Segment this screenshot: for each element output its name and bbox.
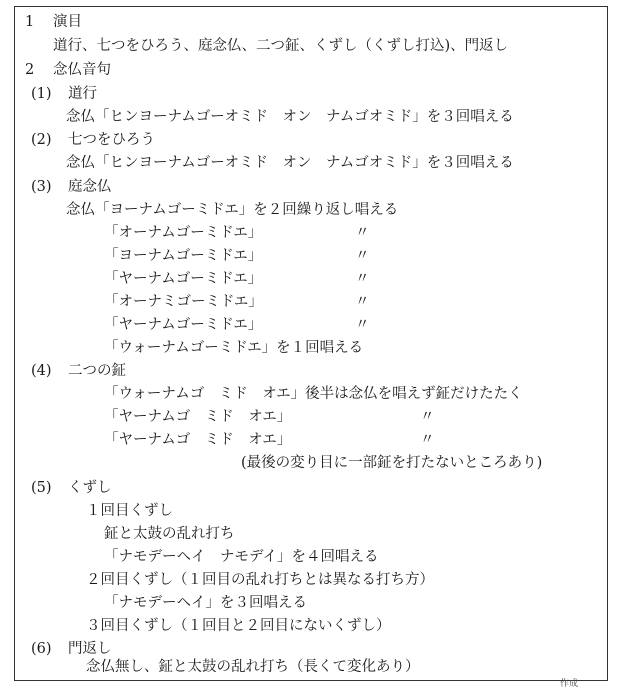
kuzushi-first-chant: 「ナモデーヘイ ナモデイ」を４回唱える: [104, 549, 379, 565]
kuzushi-third: ３回目くずし（１回目と２回目にないくずし）: [86, 618, 391, 634]
niwa-ditto-3: 〃: [355, 271, 370, 287]
niwa-intro: 念仏「ヨーナムゴーミドエ」を２回繰り返し唱える: [66, 202, 399, 218]
kaeshi-line: 念仏無し、鉦と太鼓の乱れ打ち（長くて変化あり）: [86, 659, 420, 675]
sub-6-number: (6): [31, 641, 52, 657]
futatsu-note: (最後の変り目に一部鉦を打たないところあり): [241, 455, 543, 471]
niwa-ditto-4: 〃: [355, 294, 370, 310]
kuzushi-second: ２回目くずし（１回目の乱れ打ちとは異なる打ち方）: [86, 572, 434, 588]
futatsu-ditto-2: 〃: [420, 432, 435, 448]
niwa-phrase-1: 「オーナムゴーミドエ」: [104, 225, 263, 241]
sub-3-number: (3): [31, 179, 52, 195]
kuzushi-first-desc: 鉦と太鼓の乱れ打ち: [104, 526, 235, 542]
niwa-ditto-2: 〃: [355, 248, 370, 264]
kuzushi-second-chant: 「ナモデーヘイ」を３回唱える: [104, 595, 307, 611]
sub-3-title: 庭念仏: [68, 179, 112, 195]
sub-1-number: (1): [31, 86, 52, 102]
niwa-ditto-5: 〃: [355, 317, 370, 333]
niwa-phrase-5: 「ヤーナムゴーミドエ」: [104, 317, 263, 333]
kuzushi-first: １回目くずし: [86, 503, 173, 519]
footer-fragment: 作成: [560, 679, 579, 689]
nanatsu-chant: 念仏「ヒンヨーナムゴーオミド オン ナムゴオミド」を３回唱える: [66, 155, 514, 171]
niwa-phrase-2: 「ヨーナムゴーミドエ」: [104, 248, 263, 264]
sub-5-title: くずし: [68, 480, 112, 496]
section-1-title: 演目: [53, 14, 82, 30]
sub-5-number: (5): [31, 480, 52, 496]
sub-2-title: 七つをひろう: [68, 132, 155, 148]
niwa-phrase-3: 「ヤーナムゴーミドエ」: [104, 271, 263, 287]
sub-1-title: 道行: [68, 86, 97, 102]
section-2-number: 2: [25, 62, 35, 78]
futatsu-line-3: 「ヤーナムゴ ミド オエ」: [104, 432, 292, 448]
niwa-phrase-4: 「オーナミゴーミドエ」: [104, 294, 263, 310]
futatsu-line-2: 「ヤーナムゴ ミド オエ」: [104, 409, 292, 425]
sub-4-number: (4): [31, 363, 52, 379]
niwa-last: 「ウォーナムゴーミドエ」を１回唱える: [104, 340, 364, 356]
niwa-ditto-1: 〃: [355, 225, 370, 241]
futatsu-line-1: 「ウォーナムゴ ミド オエ」後半は念仏を唱えず鉦だけたたく: [104, 386, 523, 402]
sub-2-number: (2): [31, 132, 52, 148]
futatsu-ditto-1: 〃: [420, 409, 435, 425]
sub-6-title: 門返し: [68, 641, 112, 657]
section-1-number: 1: [25, 14, 35, 30]
sub-4-title: 二つの鉦: [68, 363, 126, 379]
program-items: 道行、七つをひろう、庭念仏、二つ鉦、くずし（くずし打込)、門返し: [53, 38, 509, 54]
michiyuki-chant: 念仏「ヒンヨーナムゴーオミド オン ナムゴオミド」を３回唱える: [66, 109, 514, 125]
section-2-title: 念仏音句: [53, 62, 111, 78]
